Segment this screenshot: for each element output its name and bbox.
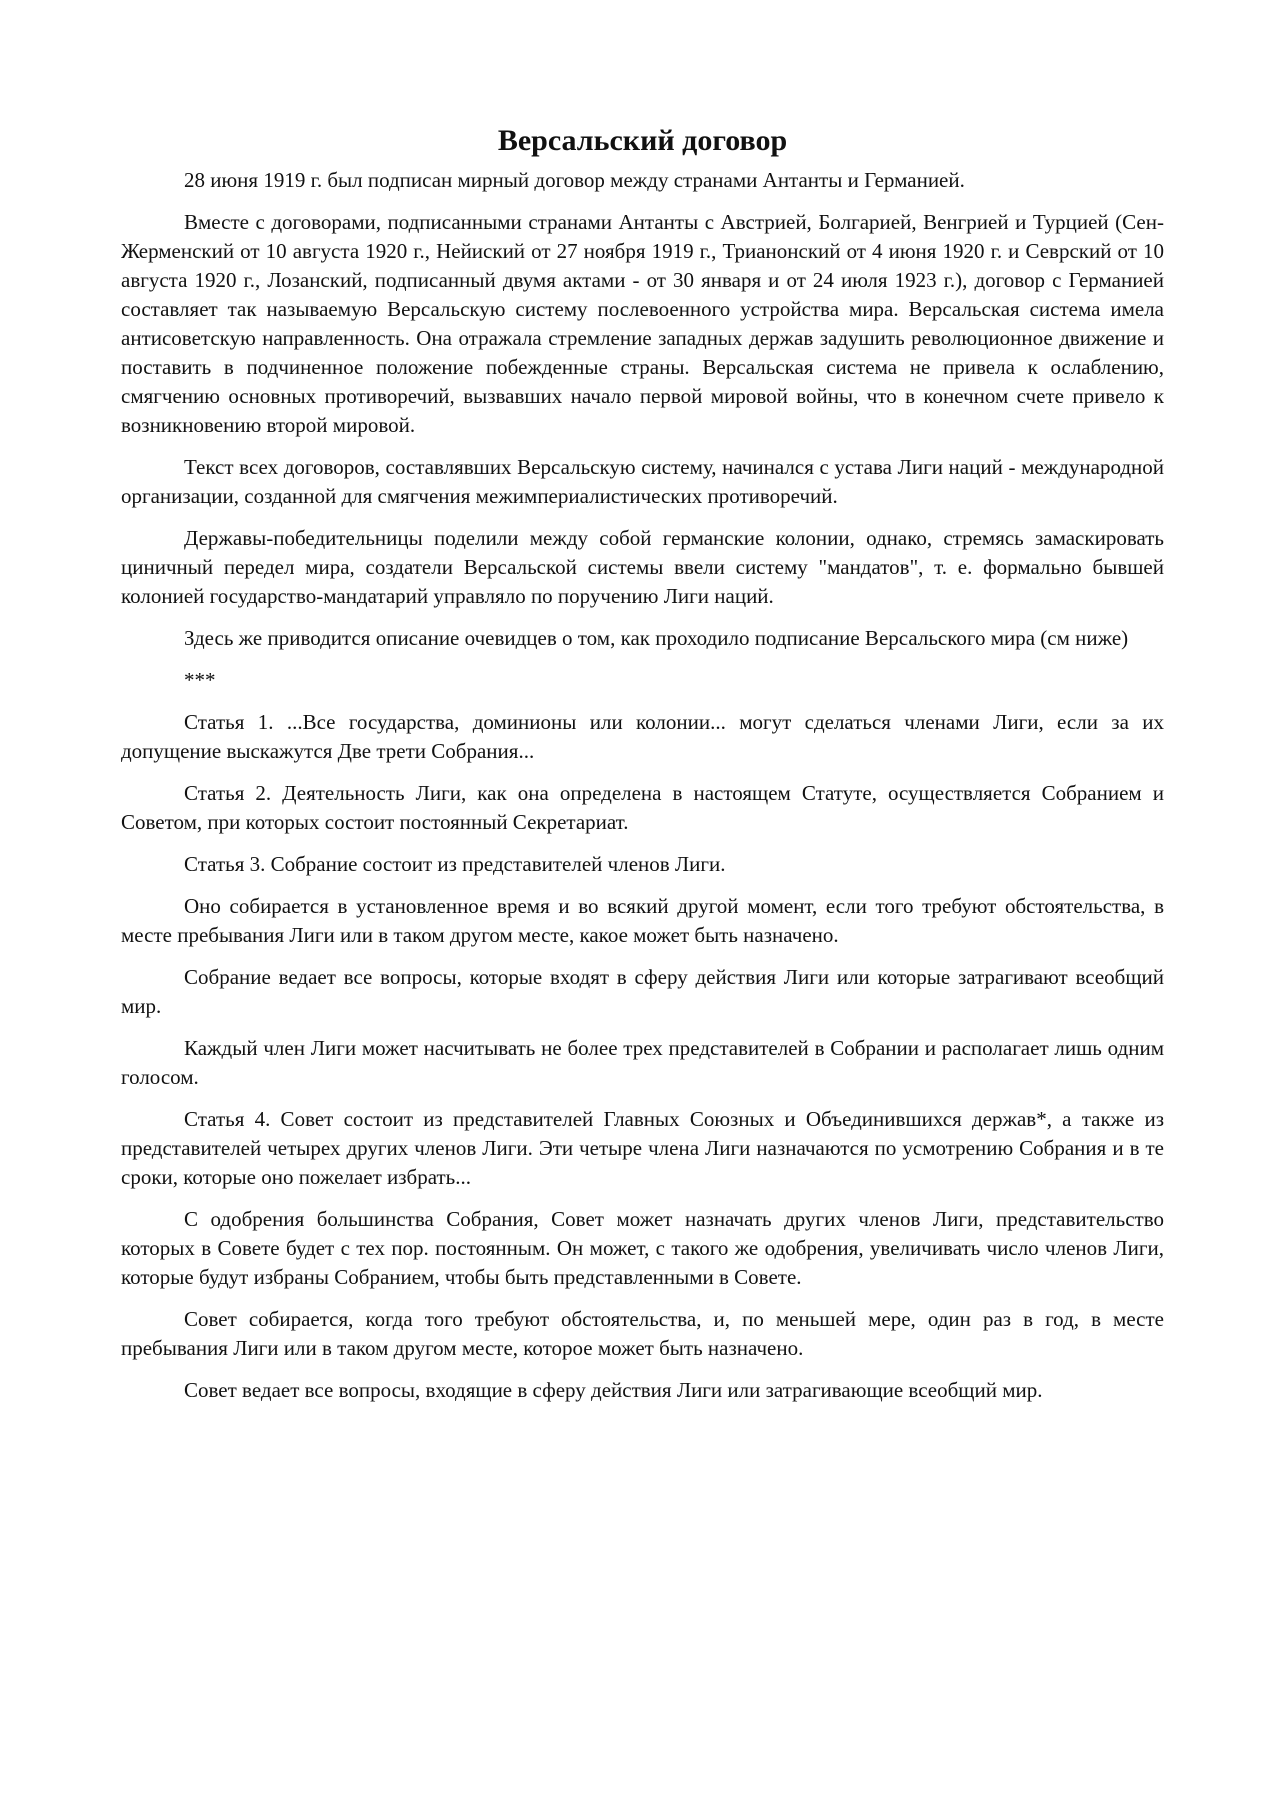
paragraph: Державы-победительницы поделили между собой германские колонии, однако, стремясь замаскировать циничный передел мира, создатели Версальской системы ввели систему "мандатов", т. е. формально бывшей колонией государство-мандатарий управляло по поручению Лиги наций. (121, 526, 1164, 608)
paragraph: Совет ведает все вопросы, входящие в сферу действия Лиги или затрагивающие всеобщий мир. (184, 1378, 1043, 1402)
paragraph: Собрание ведает все вопросы, которые входят в сферу действия Лиги или которые затрагивают всеобщий мир. (121, 965, 1164, 1018)
paragraph: Статья 4. Совет состоит из представителей Главных Союзных и Объединившихся держав*, а также из представителей четырех других членов Лиги. Эти четыре члена Лиги назначаются по усмотрению Собрания и в те сроки, которые оно пожелает избрать... (121, 1107, 1164, 1189)
paragraph: 28 июня 1919 г. был подписан мирный договор между странами Антанты и Германией. (184, 168, 965, 192)
paragraph: Статья 1. ...Все государства, доминионы или колонии... могут сделаться членами Лиги, если за их допущение выскажутся Две трети Собрания... (121, 710, 1164, 763)
paragraph: Статья 3. Собрание состоит из представителей членов Лиги. (184, 852, 726, 876)
paragraph: Текст всех договоров, составлявших Версальскую систему, начинался с устава Лиги наций - международной организации, созданной для смягчения межимпериалистических противоречий. (121, 455, 1164, 508)
section-separator: *** (184, 668, 216, 692)
document-title: Версальский договор (497, 124, 788, 157)
paragraph: Статья 2. Деятельность Лиги, как она определена в настоящем Статуте, осуществляется Собранием и Советом, при которых состоит постоянный Секретариат. (121, 781, 1164, 834)
paragraph: Здесь же приводится описание очевидцев о том, как проходило подписание Версальского мира (см ниже) (184, 626, 1129, 650)
paragraph: Совет собирается, когда того требуют обстоятельства, и, по меньшей мере, один раз в год, в месте пребывания Лиги или в таком другом месте, которое может быть назначено. (121, 1307, 1164, 1360)
paragraph: Каждый член Лиги может насчитывать не более трех представителей в Собрании и располагает лишь одним голосом. (121, 1036, 1164, 1089)
paragraph: С одобрения большинства Собрания, Совет может назначать других членов Лиги, представительство которых в Совете будет с тех пор. постоянным. Он может, с такого же одобрения, увеличивать число членов Лиги, которые будут избраны Собранием, чтобы быть представленными в Совете. (121, 1207, 1164, 1289)
paragraph: Вместе с договорами, подписанными странами Антанты с Австрией, Болгарией, Венгрией и Турцией (Сен-Жерменский от 10 августа 1920 г., Нейиский от 27 ноября 1919 г., Трианонский от 4 июня 1920 г. и Севрский от 10 августа 1920 г., Лозанский, подписанный двумя актами - от 30 января и от 24 июля 1923 г.), договор с Германией составляет так называемую Версальскую систему послевоенного устройства мира. Версальская система имела антисоветскую направленность. Она отражала стремление западных держав задушить революционное движение и поставить в подчиненное положение побежденные страны. Версальская система не привела к ослаблению, смягчению основных противоречий, вызвавших начало первой мировой войны, что в конечном счете привело к возникновению второй мировой. (121, 210, 1164, 437)
document-page (121, 122, 1164, 1418)
paragraph: Оно собирается в установленное время и во всякий другой момент, если того требуют обстоятельства, в месте пребывания Лиги или в таком другом месте, какое может быть назначено. (121, 894, 1164, 947)
